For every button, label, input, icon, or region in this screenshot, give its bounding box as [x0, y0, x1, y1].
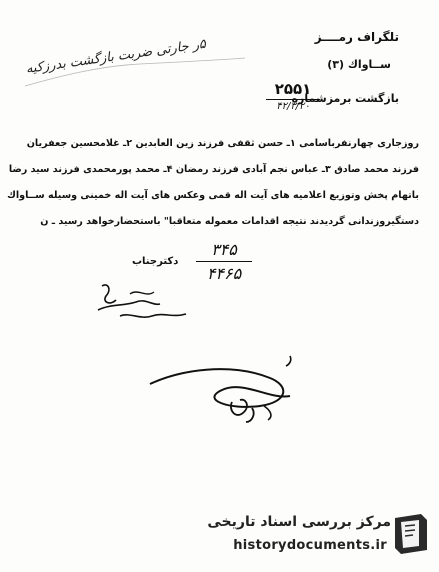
body-line: دستگیروزندانی گردیدند نتیجه اقدامات معموله متعاقبا" باستحضارخواهد رسید ـ ن	[40, 216, 419, 227]
handwritten-fraction	[196, 240, 252, 283]
reference-number-block	[262, 80, 324, 112]
body-line: روزجاری چهارنفرباسامی ۱ـ حسن ثقفی فرزند زین العابدین ۲ـ غلامحسین جعفریان	[26, 138, 419, 149]
reference-number: ۲۵۵۱	[274, 80, 312, 98]
reference-divider	[266, 99, 320, 100]
handwritten-note: ۵ر جارتی ضربت بازگشت بدرزکیه	[24, 36, 207, 77]
archive-title: مرکز بررسی اسناد تاریخی	[207, 514, 391, 530]
savak-header: ســاواك (۳)	[327, 58, 391, 71]
reference-label: بازگشت برمزشماره	[291, 92, 399, 105]
doctor-label: دکترجناب	[132, 256, 179, 267]
reference-date: ۴۲/۳/۲۰	[276, 101, 310, 112]
fraction-divider	[196, 261, 252, 262]
archive-url: historydocuments.ir	[233, 538, 387, 553]
body-line: باتهام پخش وتوزیع اعلامیه های آیت اله قمی وعکس های آیت اله خمینی وسیله ســاواك	[7, 190, 419, 201]
handwritten-signature	[90, 276, 200, 336]
handwritten-initial-swoosh	[140, 350, 330, 450]
archive-logo-icon	[391, 512, 431, 556]
fraction-numerator: ۳۴۵	[211, 240, 237, 259]
telegraph-header: تلگراف رمــــز	[314, 30, 399, 44]
body-line: فرزند محمد صادق ۳ـ عباس نجم آبادی فرزند رمضان ۴ـ محمد پورمحمدی فرزند سید رضا	[8, 164, 419, 175]
fraction-denominator: ۴۴۶۵	[206, 264, 242, 283]
